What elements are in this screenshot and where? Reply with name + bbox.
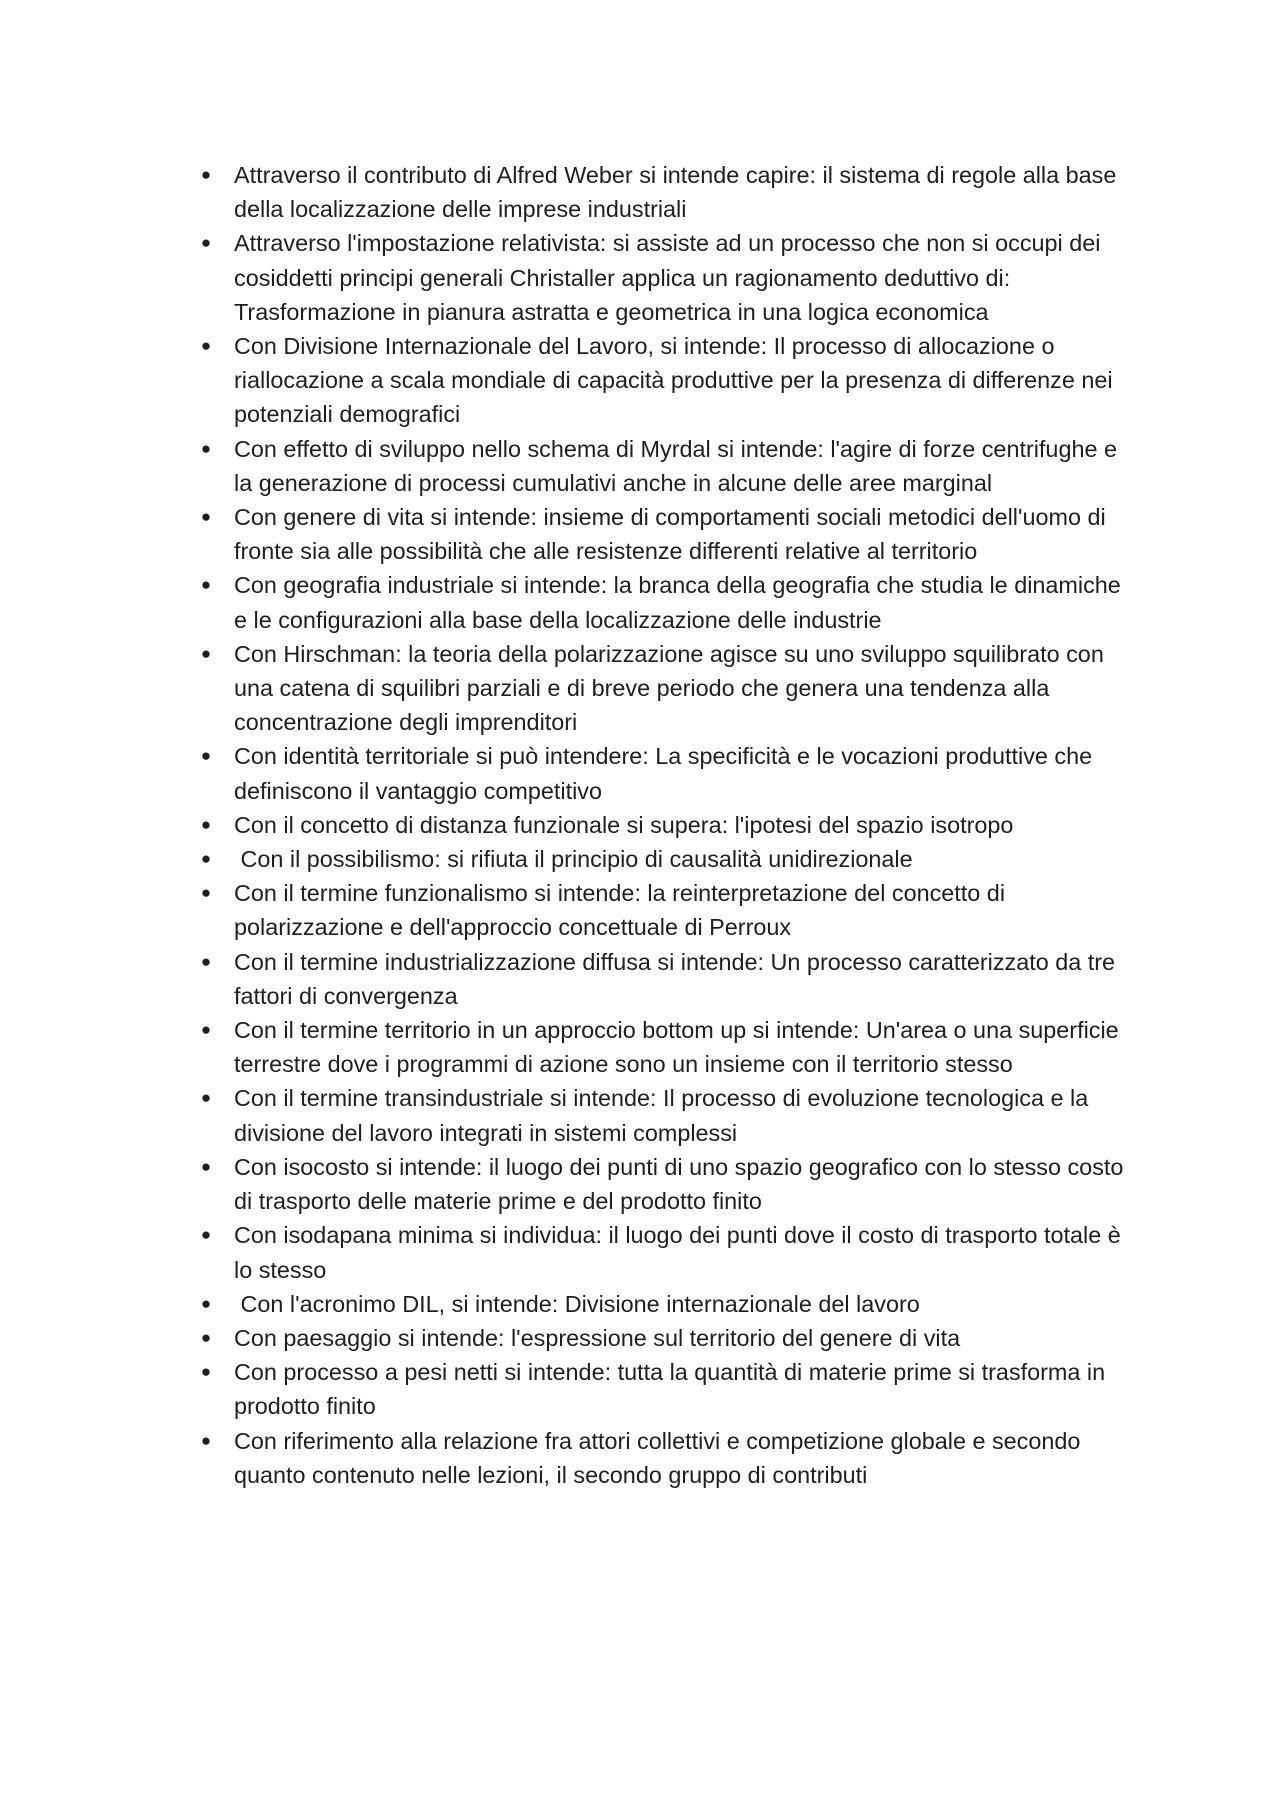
bullet-icon: ● <box>200 165 212 184</box>
list-item <box>194 739 1134 807</box>
list-item <box>194 1013 1134 1081</box>
bullet-icon: ● <box>200 1020 212 1040</box>
bullet-icon: ● <box>200 951 212 971</box>
list-item-text: Con genere di vita si intende: insieme di comportamenti sociali metodici dell'uomo di fronte sia alle possibilità che alle resistenze differenti relative al territorio <box>234 504 1113 565</box>
bullet-icon: ● <box>200 746 212 766</box>
list-item-text: Con isocosto si intende: il luogo dei punti di uno spazio geografico con lo stesso costo di trasporto delle materie prime e del prodotto finito <box>234 1153 1130 1215</box>
bullet-list <box>194 158 1134 1492</box>
list-item <box>194 1287 1134 1321</box>
list-item-text: Con effetto di sviluppo nello schema di Myrdal si intende: l'agire di forze centrifughe e la generazione di processi cumulativi anche in alcune delle aree marginal <box>234 435 1124 496</box>
list-item-text: Con isodapana minima si individua: il luogo dei punti dove il costo di trasporto totale è lo stesso <box>234 1222 1128 1283</box>
bullet-icon: ● <box>200 438 212 458</box>
bullet-icon: ● <box>200 336 212 356</box>
list-item <box>194 329 1134 432</box>
list-item-text: Con Hirschman: la teoria della polarizzazione agisce su uno sviluppo squilibrato con una catena di squilibri parziali e di breve periodo che genera una tendenza alla concentrazione degli imprenditori <box>234 640 1111 736</box>
bullet-icon: ● <box>200 1225 212 1245</box>
list-item <box>194 1321 1134 1355</box>
bullet-icon: ● <box>200 507 212 527</box>
list-item <box>194 1081 1134 1149</box>
list-item-text: Con identità territoriale si può intendere: La specificità e le vocazioni produttive che definiscono il vantaggio competitivo <box>234 743 1099 804</box>
list-item-text: Con processo a pesi netti si intende: tutta la quantità di materie prime si trasforma in prodotto finito <box>234 1359 1112 1420</box>
list-item <box>194 1424 1134 1492</box>
list-item-text: Con il termine funzionalismo si intende: la reinterpretazione del concetto di polarizzazione e dell'approccio concettuale di Perroux <box>234 880 1012 941</box>
bullet-icon: ● <box>200 233 212 253</box>
bullet-icon: ● <box>200 575 212 595</box>
list-item <box>194 1218 1134 1286</box>
list-item-text: Con l'acronimo DIL, si intende: Divisione internazionale del lavoro <box>234 1290 920 1317</box>
list-item <box>194 842 1134 876</box>
bullet-icon: ● <box>200 1327 212 1347</box>
list-item <box>194 876 1134 944</box>
list-item <box>194 637 1134 740</box>
list-item <box>194 158 1134 226</box>
list-item <box>194 1355 1134 1423</box>
bullet-icon: ● <box>200 1293 212 1313</box>
bullet-icon: ● <box>200 1088 212 1108</box>
list-item-text: Con il concetto di distanza funzionale si supera: l'ipotesi del spazio isotropo <box>234 811 1014 838</box>
list-item-text: Con il termine territorio in un approccio bottom up si intende: Un'area o una superficie terrestre dove i programmi di azione sono un insieme con il territorio stesso <box>234 1017 1126 1078</box>
list-item-text: Con il termine transindustriale si intende: Il processo di evoluzione tecnologica e la divisione del lavoro integrati in sistemi complessi <box>234 1085 1095 1146</box>
bullet-icon: ● <box>200 643 212 663</box>
list-item <box>194 945 1134 1013</box>
list-item-text: Attraverso il contributo di Alfred Weber si intende capire: il sistema di regole alla base della localizzazione delle imprese industriali <box>234 162 1123 223</box>
list-item <box>194 226 1134 329</box>
bullet-icon: ● <box>200 1430 212 1450</box>
bullet-icon: ● <box>200 849 212 869</box>
list-item <box>194 1150 1134 1218</box>
list-item-text: Con il termine industrializzazione diffusa si intende: Un processo caratterizzato da tre fattori di convergenza <box>234 948 1122 1009</box>
bullet-icon: ● <box>200 1156 212 1176</box>
list-item-text: Attraverso l'impostazione relativista: si assiste ad un processo che non si occupi dei cosiddetti principi generali Christaller applica un ragionamento deduttivo di: Trasformazione in pianura astratta e geometrica in una logica economica <box>234 230 1107 325</box>
bullet-icon: ● <box>200 1362 212 1382</box>
list-item <box>194 568 1134 636</box>
list-item-text: Con il possibilismo: si rifiuta il principio di causalità unidirezionale <box>234 846 913 873</box>
list-item <box>194 500 1134 568</box>
list-item-text: Con paesaggio si intende: l'espressione sul territorio del genere di vita <box>234 1324 961 1351</box>
list-item-text: Con riferimento alla relazione fra attori collettivi e competizione globale e secondo quanto contenuto nelle lezioni, il secondo gruppo di contributi <box>234 1427 1087 1488</box>
list-item-text: Con geografia industriale si intende: la branca della geografia che studia le dinamiche e le configurazioni alla base della localizzazione delle industrie <box>234 572 1128 633</box>
list-item <box>194 808 1134 842</box>
list-item <box>194 432 1134 500</box>
bullet-icon: ● <box>200 814 212 834</box>
bullet-icon: ● <box>200 883 212 903</box>
list-item-text: Con Divisione Internazionale del Lavoro, si intende: Il processo di allocazione o riallocazione a scala mondiale di capacità produttive per la presenza di differenze nei potenziali demografici <box>234 333 1120 428</box>
